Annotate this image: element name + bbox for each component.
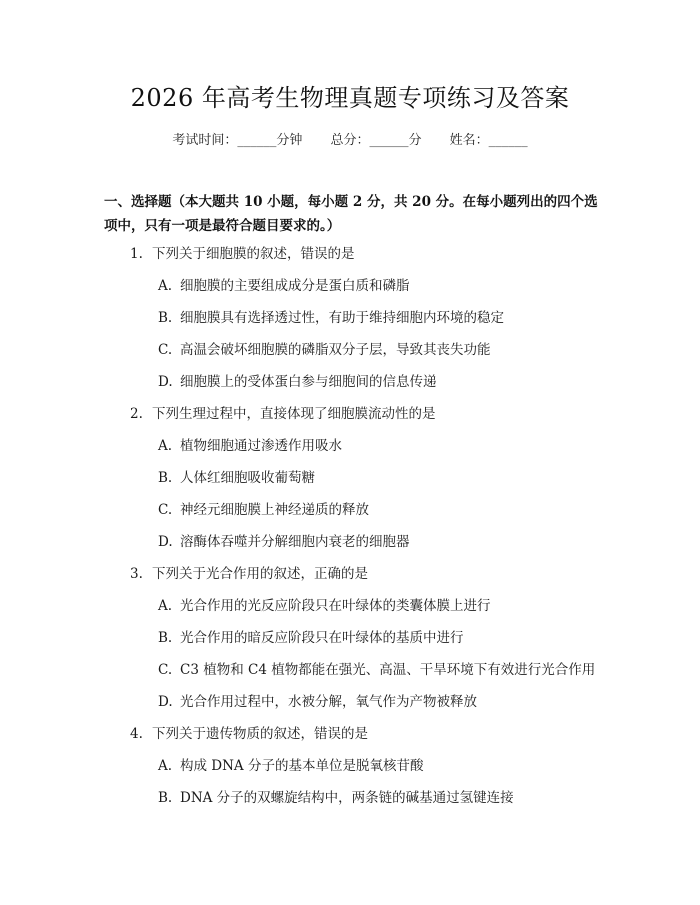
exam-time-field: 考试时间：______分钟 [172, 133, 303, 148]
question-2 [0, 400, 700, 560]
option-letter: D. [158, 534, 173, 550]
option-letter: D. [158, 694, 173, 710]
question-list [0, 240, 700, 816]
question-number: 1. [130, 246, 143, 262]
option-text: C3 植物和 C4 植物都能在强光、高温、干旱环境下有效进行光合作用 [180, 662, 596, 678]
question-stem [130, 720, 700, 752]
answer-option [158, 752, 700, 784]
option-text: 植物细胞通过渗透作用吸水 [180, 438, 342, 454]
option-letter: A. [158, 598, 173, 614]
option-text: DNA 分子的双螺旋结构中，两条链的碱基通过氢键连接 [180, 790, 514, 806]
question-number: 2. [130, 406, 143, 422]
answer-option [158, 592, 700, 624]
option-text: 细胞膜的主要组成成分是蛋白质和磷脂 [180, 278, 410, 294]
option-text: 光合作用的暗反应阶段只在叶绿体的基质中进行 [180, 630, 464, 646]
exam-meta [0, 130, 700, 152]
question-number: 4. [130, 726, 143, 742]
option-text: 高温会破坏细胞膜的磷脂双分子层，导致其丧失功能 [180, 342, 491, 358]
total-score-field: 总分：______分 [330, 133, 422, 148]
answer-option [158, 688, 700, 720]
option-text: 细胞膜具有选择透过性，有助于维持细胞内环境的稳定 [180, 310, 504, 326]
option-letter: C. [158, 342, 173, 358]
option-letter: C. [158, 502, 173, 518]
option-text: 神经元细胞膜上神经递质的释放 [180, 502, 369, 518]
option-text: 细胞膜上的受体蛋白参与细胞间的信息传递 [180, 374, 437, 390]
option-text: 光合作用的光反应阶段只在叶绿体的类囊体膜上进行 [180, 598, 491, 614]
answer-option [158, 656, 700, 688]
question-3 [0, 560, 700, 720]
option-letter: B. [158, 310, 173, 326]
option-text: 光合作用过程中，水被分解，氧气作为产物被释放 [180, 694, 477, 710]
question-text: 下列关于光合作用的叙述，正确的是 [152, 566, 368, 582]
option-text: 构成 DNA 分子的基本单位是脱氧核苷酸 [180, 758, 424, 774]
question-stem [130, 240, 700, 272]
question-stem [130, 560, 700, 592]
question-text: 下列关于遗传物质的叙述，错误的是 [152, 726, 368, 742]
option-letter: A. [158, 278, 173, 294]
question-text: 下列生理过程中，直接体现了细胞膜流动性的是 [152, 406, 436, 422]
option-letter: B. [158, 630, 173, 646]
question-number: 3. [130, 566, 143, 582]
answer-option [158, 368, 700, 400]
answer-option [158, 304, 700, 336]
answer-option [158, 784, 700, 816]
question-stem [130, 400, 700, 432]
section-heading: 一、选择题（本大题共 10 小题，每小题 2 分，共 20 分。在每小题列出的四个选项中，只有一项是最符合题目要求的。） [104, 194, 598, 234]
answer-option [158, 336, 700, 368]
option-letter: B. [158, 790, 173, 806]
option-letter: C. [158, 662, 173, 678]
answer-option [158, 496, 700, 528]
option-letter: B. [158, 470, 173, 486]
option-text: 人体红细胞吸收葡萄糖 [180, 470, 315, 486]
question-1 [0, 240, 700, 400]
answer-option [158, 624, 700, 656]
option-text: 溶酶体吞噬并分解细胞内衰老的细胞器 [180, 534, 410, 550]
question-4 [0, 720, 700, 816]
option-letter: A. [158, 758, 173, 774]
question-text: 下列关于细胞膜的叙述，错误的是 [152, 246, 355, 262]
page-title: 2026 年高考生物理真题专项练习及答案 [130, 84, 570, 112]
student-name-field: 姓名：______ [449, 133, 528, 148]
answer-option [158, 464, 700, 496]
answer-option [158, 272, 700, 304]
option-letter: D. [158, 374, 173, 390]
option-letter: A. [158, 438, 173, 454]
answer-option [158, 432, 700, 464]
answer-option [158, 528, 700, 560]
